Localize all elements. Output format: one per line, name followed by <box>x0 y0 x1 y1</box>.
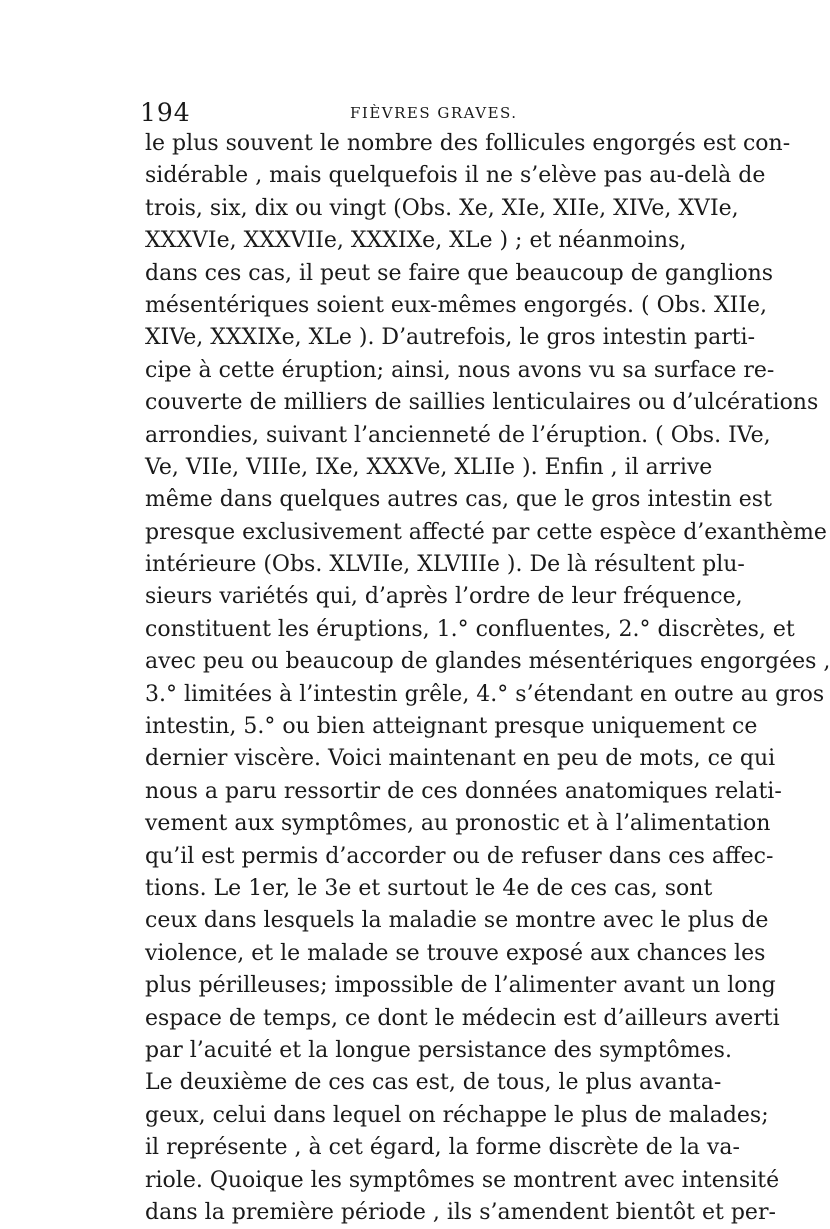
text-line: violence, et le malade se trouve exposé aux chances les <box>145 940 766 966</box>
text-line: trois, six, dix ou vingt (Obs. Xe, XIe, XIIe, XIVe, XVIe, <box>145 195 739 221</box>
text-line: intérieure (Obs. XLVIIe, XLVIIIe ). De là résultent plu- <box>145 552 745 578</box>
text-line: nous a paru ressortir de ces données anatomiques relati- <box>145 778 782 804</box>
text-line: le plus souvent le nombre des follicules engorgés est con- <box>145 131 791 156</box>
text-line: XXXVIe, XXXVIIe, XXXIXe, XLe ) ; et néanmoins, <box>145 228 687 254</box>
body-text <box>145 128 830 1229</box>
running-head: FIÈVRES GRAVES. <box>350 104 518 122</box>
text-line: sidérable , mais quelquefois il ne s’elève pas au-delà de <box>145 163 766 189</box>
text-line: tions. Le 1er, le 3e et surtout le 4e de ces cas, sont <box>145 875 713 901</box>
text-line: geux, celui dans lequel on réchappe le plus de malades; <box>145 1102 769 1128</box>
text-line: riole. Quoique les symptômes se montrent avec intensité <box>145 1167 780 1193</box>
text-line: cipe à cette éruption; ainsi, nous avons vu sa surface re- <box>145 357 775 383</box>
text-line: plus périlleuses; impossible de l’alimenter avant un long <box>145 973 776 999</box>
text-line: intestin, 5.° ou bien atteignant presque uniquement ce <box>145 714 758 740</box>
text-line: dernier viscère. Voici maintenant en peu de mots, ce qui <box>145 746 776 772</box>
text-line: XIVe, XXXIXe, XLe ). D’autrefois, le gros intestin parti- <box>145 325 756 351</box>
text-line: dans ces cas, il peut se faire que beaucoup de ganglions <box>145 260 774 286</box>
text-line: sieurs variétés qui, d’après l’ordre de leur fréquence, <box>145 584 743 610</box>
page-number: 194 <box>140 98 191 127</box>
text-line: par l’acuité et la longue persistance des symptômes. <box>145 1037 732 1063</box>
text-line: constituent les éruptions, 1.° confluentes, 2.° discrètes, et <box>145 616 795 642</box>
page-header <box>140 98 660 128</box>
text-line: Le deuxième de ces cas est, de tous, le plus avanta- <box>145 1070 722 1096</box>
text-line: qu’il est permis d’accorder ou de refuser dans ces affec- <box>145 843 774 869</box>
text-line: vement aux symptômes, au pronostic et à l’alimentation <box>145 811 771 837</box>
text-line: 3.° limitées à l’intestin grêle, 4.° s’étendant en outre au gros <box>145 681 825 707</box>
text-line: il représente , à cet égard, la forme discrète de la va- <box>145 1135 740 1161</box>
text-line: dans la première période , ils s’amendent bientôt et per- <box>145 1199 776 1225</box>
text-line: mésentériques soient eux-mêmes engorgés. ( Obs. XIIe, <box>145 292 768 318</box>
text-line: ceux dans lesquels la maladie se montre avec le plus de <box>145 908 769 934</box>
text-line: couverte de milliers de saillies lenticulaires ou d’ulcérations <box>145 390 819 416</box>
text-line: presque exclusivement affecté par cette espèce d’exanthème <box>145 519 827 545</box>
text-line: même dans quelques autres cas, que le gros intestin est <box>145 487 772 513</box>
text-line: Ve, VIIe, VIIIe, IXe, XXXVe, XLIIe ). Enfin , il arrive <box>145 454 713 480</box>
text-line: arrondies, suivant l’ancienneté de l’éruption. ( Obs. IVe, <box>145 422 771 448</box>
text-line: espace de temps, ce dont le médecin est d’ailleurs averti <box>145 1005 780 1031</box>
text-line: avec peu ou beaucoup de glandes mésentériques engorgées , <box>145 649 830 675</box>
